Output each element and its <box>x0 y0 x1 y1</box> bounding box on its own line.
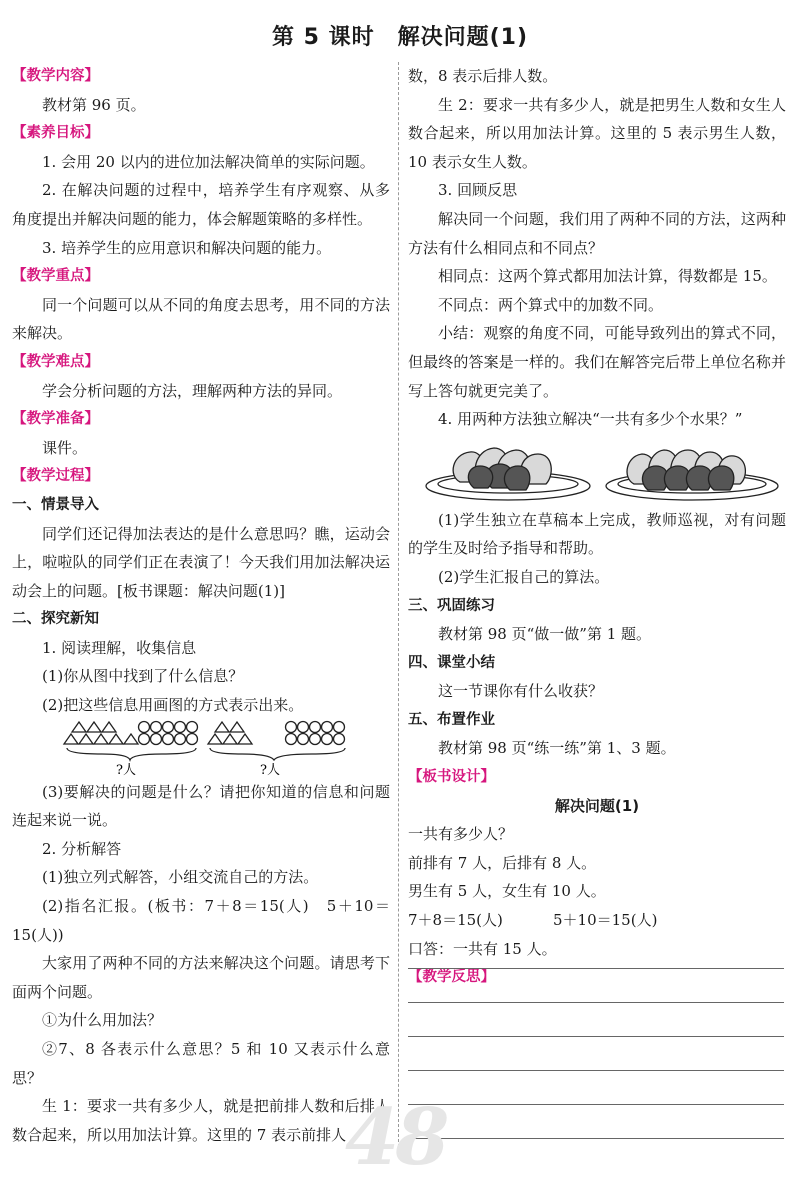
right-column <box>408 62 786 992</box>
writing-line <box>408 1138 784 1139</box>
tag-reflect: 【教学反思】 <box>408 969 495 986</box>
section-3-heading: 三、巩固练习 <box>408 597 495 614</box>
people-diagram-svg <box>12 720 390 778</box>
section-4-heading: 四、课堂小结 <box>408 654 495 671</box>
triangle-shape <box>72 722 86 732</box>
step-3-text: 解决同一个问题，我们用了两种不同的方法，这两种方法有什么相同点和不同点？ <box>408 209 786 257</box>
student-1-answer: 生 1：要求一共有多少人，就是把前排人数和后排人数合起来，所以用加法计算。这里的 7 表示前排人 <box>12 1097 390 1144</box>
column-divider <box>398 62 399 1152</box>
fruit-illustration <box>408 434 786 506</box>
fig-label-2: ?人 <box>260 762 280 778</box>
triangle-shape <box>124 734 138 744</box>
writing-line <box>408 1070 784 1071</box>
board-line-4 <box>408 906 786 935</box>
writing-line <box>408 1036 784 1037</box>
board-line-3: 男生有 5 人，女生有 10 人。 <box>408 882 606 901</box>
board-equation-2: 5＋10＝15(人) <box>553 911 658 930</box>
writing-line <box>408 1104 784 1105</box>
content-text: 教材第 96 页。 <box>42 95 146 114</box>
section-3-text: 教材第 98 页“做一做”第 1 题。 <box>438 625 652 644</box>
tag-difficult: 【教学难点】 <box>12 353 99 370</box>
step-2: 2. 分析解答 <box>42 839 122 858</box>
step-1b: (2)把这些信息用画图的方式表示出来。 <box>42 696 304 715</box>
section-1-text: 同学们还记得加法表达的是什么意思吗？瞧，运动会上，啦啦队的同学们正在表演了！今天我们用加法解决运动会上的问题。[板书课题：解决问题(1)] <box>12 524 390 600</box>
triangle-shape <box>94 734 108 744</box>
step-1c: (3)要解决的问题是什么？请把你知道的信息和问题连起来说一说。 <box>12 782 390 830</box>
writing-line <box>408 1002 784 1003</box>
board-line-2: 前排有 7 人，后排有 8 人。 <box>408 853 597 872</box>
tag-goals: 【素养目标】 <box>12 125 99 142</box>
step-4a: (1)学生独立在草稿本上完成，教师巡视，对有问题的学生及时给予指导和帮助。 <box>408 510 786 558</box>
fig-label-1: ?人 <box>116 762 136 778</box>
section-5-heading: 五、布置作业 <box>408 711 495 728</box>
step-4b: (2)学生汇报自己的算法。 <box>438 567 610 586</box>
step-2b: (2)指名汇报。(板书：7＋8＝15(人) 5＋10＝15(人)) <box>12 897 390 944</box>
step-1a: (1)你从图中找到了什么信息？ <box>42 667 244 686</box>
continued-text: 数，8 表示后排人数。 <box>408 67 558 85</box>
question-2: ②7、8 各表示什么意思？5 和 10 又表示什么意思？ <box>12 1040 390 1087</box>
writing-line <box>408 968 784 969</box>
tag-prep: 【教学准备】 <box>12 411 99 428</box>
triangle-shape <box>109 734 123 744</box>
step-4: 4. 用两种方法独立解决“一共有多少个水果？” <box>438 410 743 429</box>
same-point: 相同点：这两个算式都用加法计算，得数都是 15。 <box>438 267 777 286</box>
tag-key: 【教学重点】 <box>12 268 99 285</box>
tag-board: 【板书设计】 <box>408 769 495 786</box>
board-title: 解决问题(1) <box>554 796 640 815</box>
question-1: ①为什么用加法？ <box>42 1011 163 1030</box>
people-diagram <box>12 720 390 778</box>
key-text: 同一个问题可以从不同的角度去思考，用不同的方法来解决。 <box>12 295 390 343</box>
step-2c: 大家用了两种不同的方法来解决这个问题。请思考下面两个问题。 <box>12 954 390 1001</box>
step-1: 1. 阅读理解，收集信息 <box>42 638 197 657</box>
page-number: 48 <box>345 1092 446 1183</box>
goal-3: 3. 培养学生的应用意识和解决问题的能力。 <box>42 238 332 257</box>
goal-1: 1. 会用 20 以内的进位加法解决简单的实际问题。 <box>42 152 375 171</box>
triangle-shape <box>64 734 78 744</box>
board-line-1: 一共有多少人？ <box>408 825 514 844</box>
board-line-5: 口答：一共有 15 人。 <box>408 939 557 958</box>
diff-point: 不同点：两个算式中的加数不同。 <box>438 295 664 314</box>
section-5-text: 教材第 98 页“练一练”第 1、3 题。 <box>438 739 676 758</box>
triangle-shape <box>102 722 116 732</box>
summary: 小结：观察的角度不同，可能导致列出的算式不同，但最终的答案是一样的。我们在解答完后带上单位名称并写上答句就更完美了。 <box>408 324 786 400</box>
triangle-shape <box>87 722 101 732</box>
prep-text: 课件。 <box>42 438 88 457</box>
board-equation-1: 7＋8＝15(人) <box>408 911 503 930</box>
step-2a: (1)独立列式解答，小组交流自己的方法。 <box>42 868 319 887</box>
section-2-heading: 二、探究新知 <box>12 611 99 628</box>
section-1-heading: 一、情景导入 <box>12 496 99 513</box>
fruit-plates-svg <box>408 434 786 506</box>
difficult-text: 学会分析问题的方法，理解两种方法的异同。 <box>42 381 343 400</box>
student-2-answer: 生 2：要求一共有多少人，就是把男生人数和女生人数合起来，所以用加法计算。这里的 5 表示男生人数，10 表示女生人数。 <box>408 95 786 171</box>
triangle-shape <box>79 734 93 744</box>
step-3: 3. 回顾反思 <box>438 181 518 200</box>
page-title: 第 5 课时 解决问题(1) <box>271 25 529 50</box>
goal-2: 2. 在解决问题的过程中，培养学生有序观察、从多角度提出并解决问题的能力，体会解题策略的多样性。 <box>12 181 390 228</box>
tag-content: 【教学内容】 <box>12 68 99 84</box>
section-4-text: 这一节课你有什么收获？ <box>438 682 604 701</box>
tag-process: 【教学过程】 <box>12 468 99 485</box>
left-column <box>12 62 390 1149</box>
